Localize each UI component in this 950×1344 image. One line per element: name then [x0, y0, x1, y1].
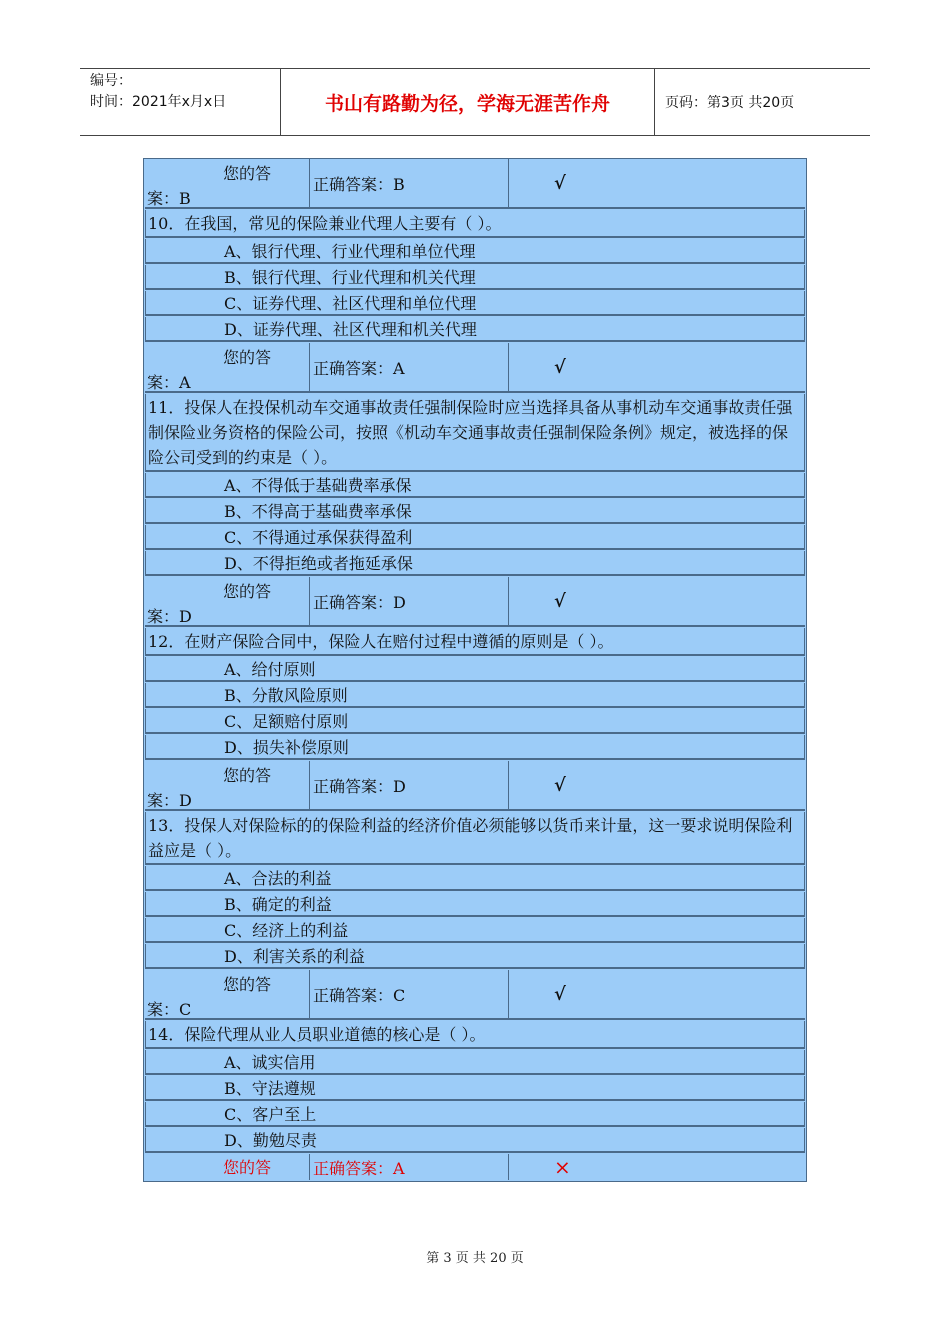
number-label: 编号： — [90, 73, 132, 89]
your-answer-cell — [145, 1154, 310, 1180]
correct-answer-cell: 正确答案：D — [310, 577, 509, 625]
page-footer: 第 3 页 共 20 页 — [426, 1251, 524, 1266]
header-page-info: 页码：第3页 共20页 — [665, 95, 795, 111]
answer-option[interactable]: C、经济上的利益 — [145, 918, 805, 943]
page-header — [80, 68, 870, 136]
answer-option[interactable]: D、勤勉尽责 — [145, 1128, 805, 1153]
answer-option[interactable]: A、诚实信用 — [145, 1050, 805, 1075]
your-answer-label: 您的答 — [223, 348, 272, 367]
quiz-table — [143, 158, 807, 1182]
your-answer-label: 您的答 — [223, 766, 272, 785]
your-answer-label: 您的答 — [223, 1158, 272, 1177]
question-text: 11．投保人在投保机动车交通事故责任强制保险时应当选择具备从事机动车交通事故责任强制保险业务资格的保险公司，按照《机动车交通事故责任强制保险条例》规定，被选择的保险公司受到的约束是（ ）。 — [145, 394, 805, 472]
your-answer-value: 案：D — [147, 791, 192, 810]
answer-option[interactable]: B、银行代理、行业代理和机关代理 — [145, 265, 805, 290]
check-mark-icon: √ — [554, 983, 566, 1005]
answer-option[interactable]: C、证券代理、社区代理和单位代理 — [145, 291, 805, 316]
correct-answer-cell: 正确答案：C — [310, 970, 509, 1018]
your-answer-cell — [145, 577, 310, 625]
your-answer-cell — [145, 159, 310, 207]
answer-option[interactable]: A、合法的利益 — [145, 866, 805, 891]
answer-option[interactable]: B、守法遵规 — [145, 1076, 805, 1101]
question-text: 14．保险代理从业人员职业道德的核心是（ ）。 — [145, 1021, 805, 1049]
date-label: 时间：2021年x月x日 — [90, 94, 227, 110]
answer-result-row-wrong — [145, 1154, 805, 1180]
answer-result-row — [145, 343, 805, 393]
answer-option[interactable]: D、证券代理、社区代理和机关代理 — [145, 317, 805, 342]
question-text: 13．投保人对保险标的的保险利益的经济价值必须能够以货币来计量，这一要求说明保险利益应是（ ）。 — [145, 812, 805, 865]
answer-option[interactable]: C、不得通过承保获得盈利 — [145, 525, 805, 550]
answer-option[interactable]: C、足额赔付原则 — [145, 709, 805, 734]
correct-answer-cell: 正确答案：A — [310, 1154, 509, 1180]
question-text: 12．在财产保险合同中，保险人在赔付过程中遵循的原则是（ ）。 — [145, 628, 805, 656]
cross-mark-icon: × — [554, 1155, 571, 1179]
your-answer-label: 您的答 — [223, 164, 272, 183]
check-mark-icon: √ — [554, 356, 566, 378]
answer-option[interactable]: B、确定的利益 — [145, 892, 805, 917]
correct-answer-cell: 正确答案：A — [310, 343, 509, 391]
answer-option[interactable]: D、损失补偿原则 — [145, 735, 805, 760]
your-answer-value: 案：B — [147, 189, 191, 208]
answer-result-row — [145, 159, 805, 209]
answer-result-row — [145, 970, 805, 1020]
answer-option[interactable]: C、客户至上 — [145, 1102, 805, 1127]
your-answer-value: 案：C — [147, 1000, 192, 1019]
answer-option[interactable]: B、不得高于基础费率承保 — [145, 499, 805, 524]
your-answer-cell — [145, 343, 310, 391]
answer-option[interactable]: D、不得拒绝或者拖延承保 — [145, 551, 805, 576]
your-answer-label: 您的答 — [223, 582, 272, 601]
header-motto: 书山有路勤为径，学海无涯苦作舟 — [281, 69, 655, 135]
answer-option[interactable]: A、给付原则 — [145, 657, 805, 682]
your-answer-label: 您的答 — [223, 975, 272, 994]
answer-option[interactable]: B、分散风险原则 — [145, 683, 805, 708]
answer-option[interactable]: D、利害关系的利益 — [145, 944, 805, 969]
question-text: 10．在我国，常见的保险兼业代理人主要有（ ）。 — [145, 210, 805, 238]
your-answer-cell — [145, 761, 310, 809]
correct-answer-cell: 正确答案：B — [310, 159, 509, 207]
header-meta — [80, 69, 281, 135]
check-mark-icon: √ — [554, 172, 566, 194]
correct-answer-cell: 正确答案：D — [310, 761, 509, 809]
your-answer-value: 案：D — [147, 607, 192, 626]
answer-option[interactable]: A、不得低于基础费率承保 — [145, 473, 805, 498]
check-mark-icon: √ — [554, 774, 566, 796]
your-answer-cell — [145, 970, 310, 1018]
answer-result-row — [145, 761, 805, 811]
answer-result-row — [145, 577, 805, 627]
answer-option[interactable]: A、银行代理、行业代理和单位代理 — [145, 239, 805, 264]
your-answer-value: 案：A — [147, 373, 191, 392]
check-mark-icon: √ — [554, 590, 566, 612]
